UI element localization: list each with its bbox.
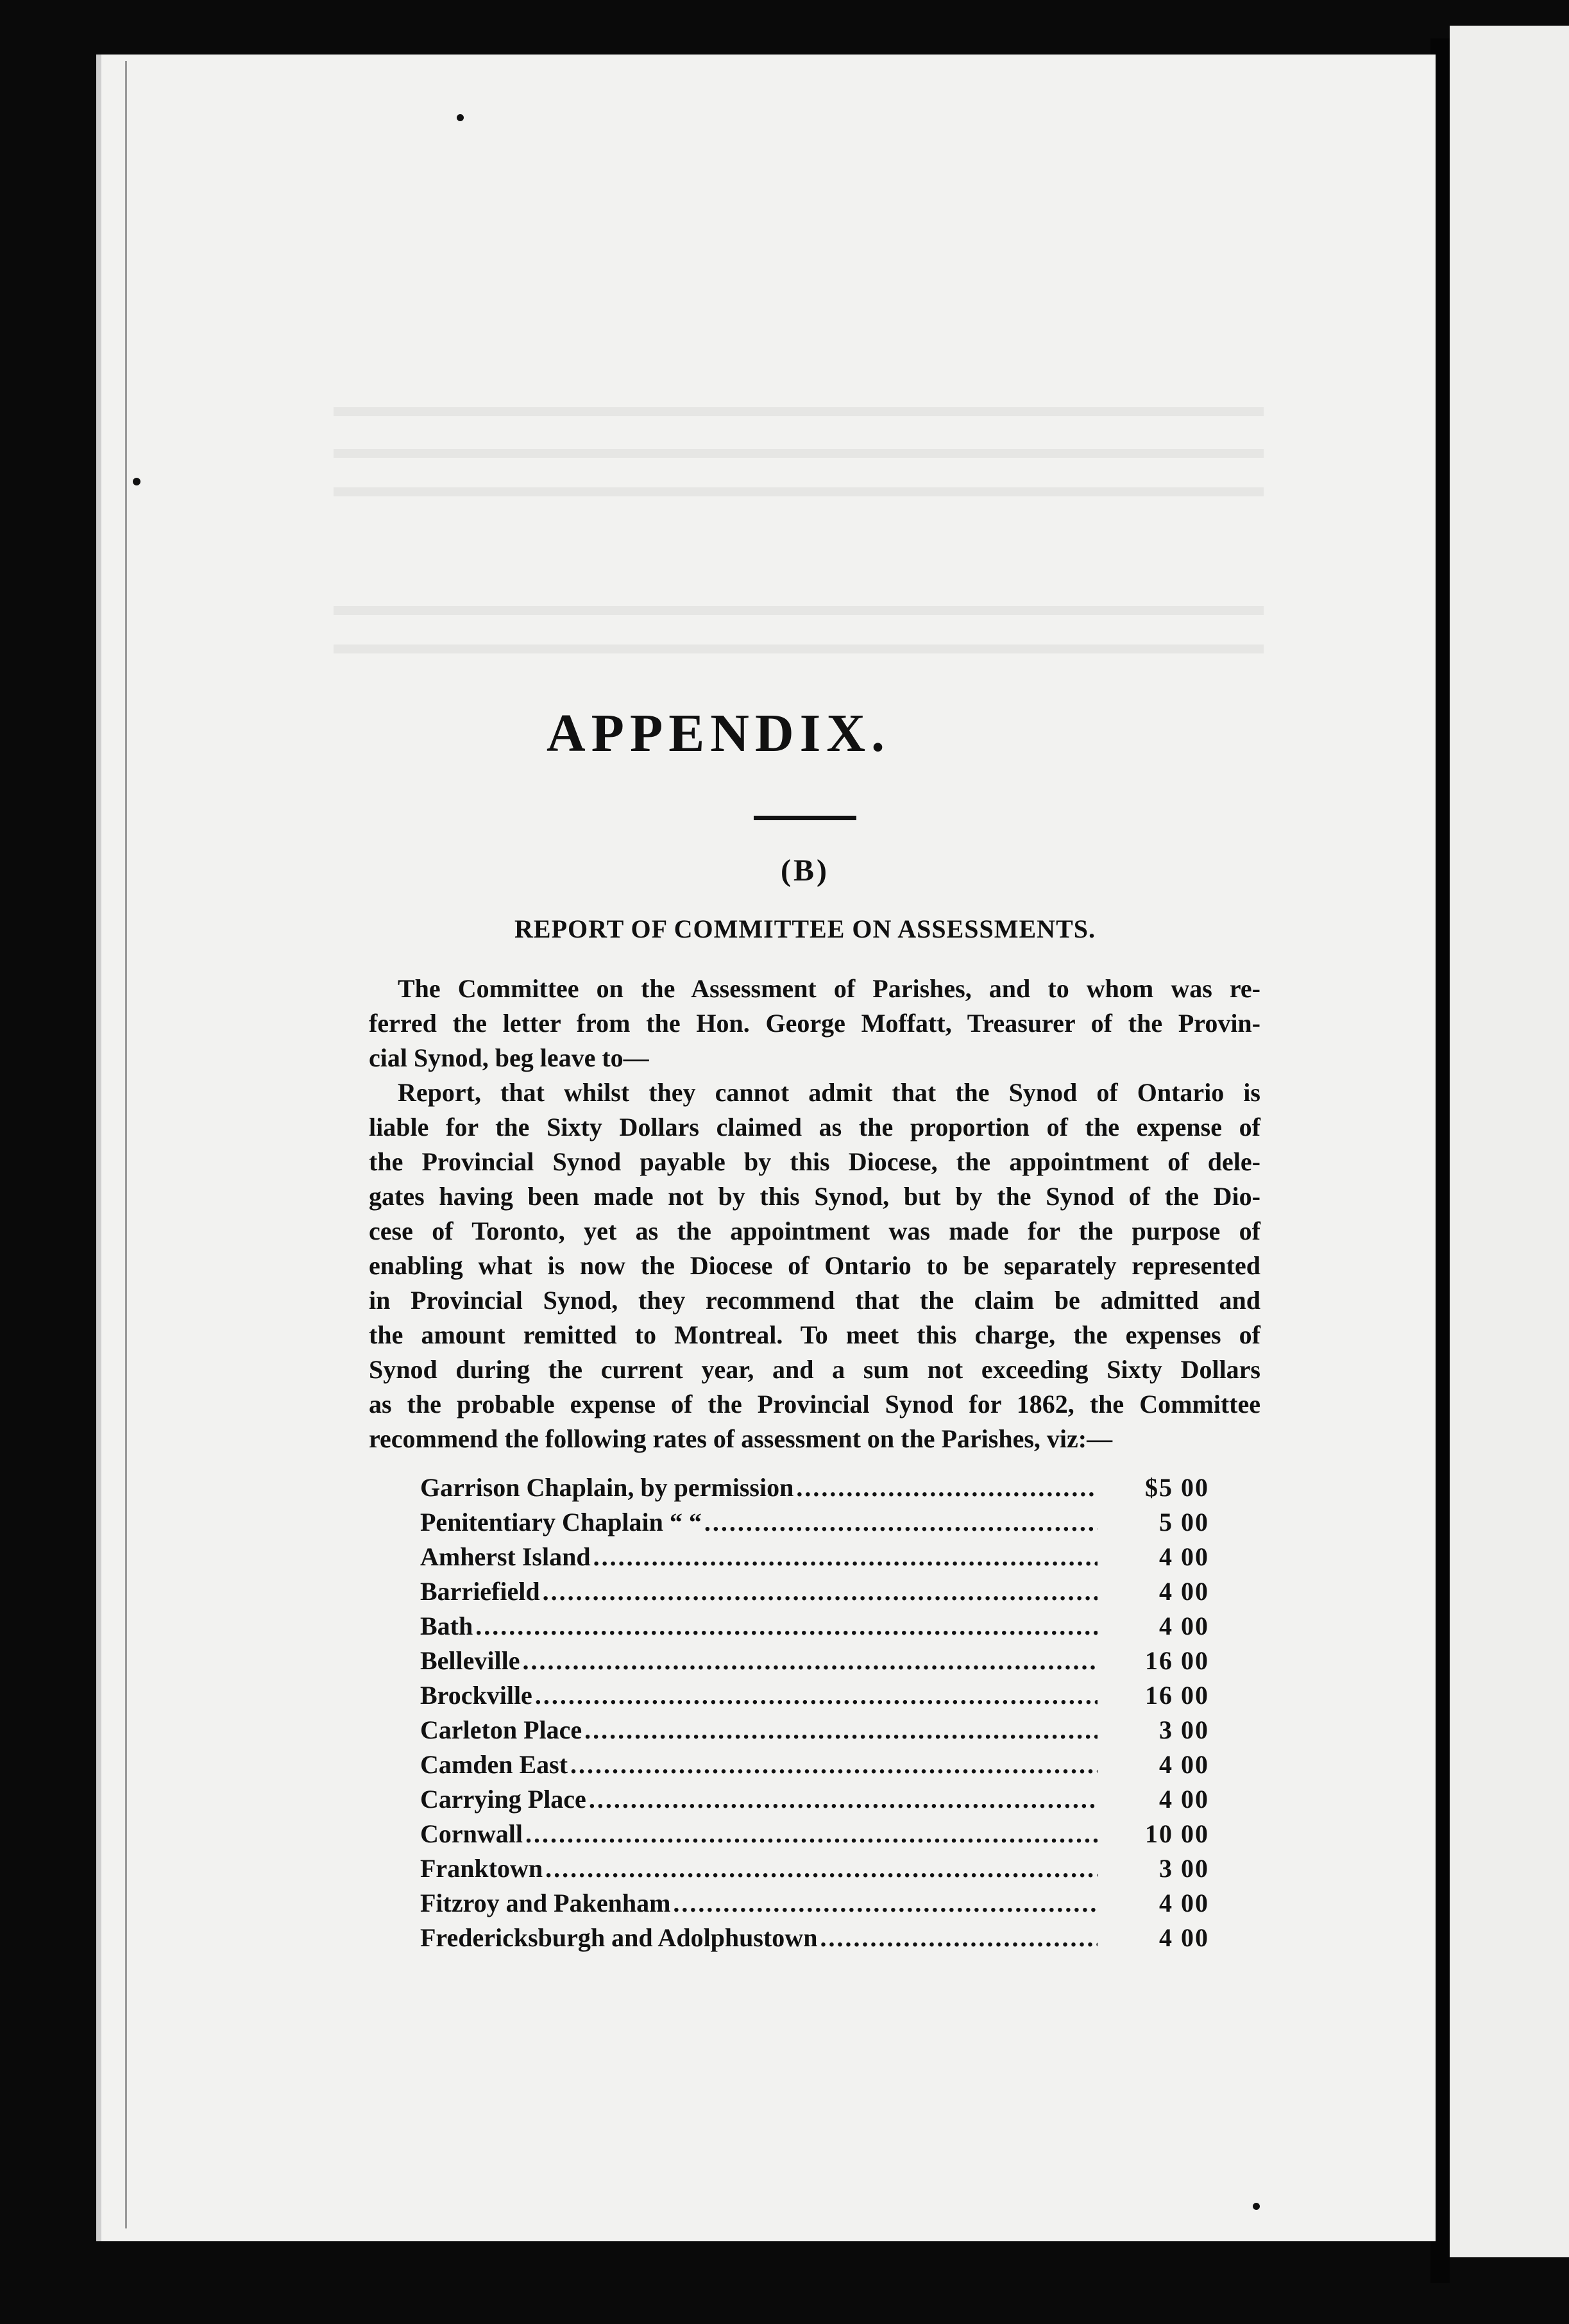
assessment-row: [420, 1782, 1209, 1817]
paragraph-line: enabling what is now the Diocese of Ontario to be separately represented: [369, 1251, 1260, 1280]
section-mark: (B): [781, 854, 829, 888]
paragraph-line: the amount remitted to Montreal. To meet this charge, the expenses of: [369, 1320, 1260, 1349]
dot-leader: [535, 1678, 1098, 1713]
dot-leader: [704, 1505, 1098, 1540]
assessment-amount: 4 00: [1159, 1889, 1209, 1917]
assessment-row: [420, 1921, 1209, 1955]
ink-speck: [133, 478, 140, 485]
ink-speck: [1253, 2203, 1260, 2210]
page-edge-line: [125, 61, 127, 2228]
parish-name: Fredericksburgh and Adolphustown: [420, 1923, 818, 1952]
dot-leader: [796, 1470, 1098, 1505]
dot-leader: [525, 1817, 1098, 1851]
dot-leader: [584, 1713, 1098, 1747]
assessment-amount: 4 00: [1159, 1750, 1209, 1779]
bleed-through-text: [334, 644, 1264, 653]
bleed-through-text: [334, 487, 1264, 496]
assessment-amount: 3 00: [1159, 1854, 1209, 1883]
assessment-amount: 4 00: [1159, 1785, 1209, 1814]
parish-name: Penitentiary Chaplain “ “: [420, 1508, 702, 1537]
assessment-amount: 16 00: [1145, 1681, 1209, 1710]
parish-name: Franktown: [420, 1854, 543, 1883]
assessment-row: [420, 1609, 1209, 1644]
dot-leader: [593, 1540, 1098, 1574]
dot-leader: [589, 1782, 1098, 1817]
assessment-row: [420, 1817, 1209, 1851]
assessment-amount: 4 00: [1159, 1577, 1209, 1606]
paragraph-line: cial Synod, beg leave to—: [369, 1043, 649, 1072]
bleed-through-text: [334, 407, 1264, 416]
parish-name: Bath: [420, 1612, 473, 1640]
assessment-row: [420, 1678, 1209, 1713]
bleed-through-text: [334, 449, 1264, 458]
dot-leader: [475, 1609, 1098, 1644]
parish-name: Fitzroy and Pakenham: [420, 1889, 671, 1917]
parish-name: Garrison Chaplain, by permission: [420, 1473, 794, 1502]
paragraph-line: The Committee on the Assessment of Parishes, and to whom was re-: [398, 974, 1260, 1003]
paragraph-line: Report, that whilst they cannot admit that the Synod of Ontario is: [398, 1078, 1260, 1107]
paragraph-line: gates having been made not by this Synod, but by the Synod of the Dio-: [369, 1182, 1260, 1211]
assessment-amount: 4 00: [1159, 1923, 1209, 1952]
parish-name: Carrying Place: [420, 1785, 586, 1814]
paragraph-line: cese of Toronto, yet as the appointment was made for the purpose of: [369, 1217, 1260, 1245]
dot-leader: [545, 1851, 1098, 1886]
parish-name: Belleville: [420, 1646, 520, 1675]
assessment-row: [420, 1886, 1209, 1921]
ink-speck: [457, 114, 464, 121]
dot-leader: [570, 1747, 1098, 1782]
assessment-row: [420, 1505, 1209, 1540]
paragraph-line: the Provincial Synod payable by this Diocese, the appointment of dele-: [369, 1147, 1260, 1176]
assessment-amount: 4 00: [1159, 1612, 1209, 1640]
parish-name: Camden East: [420, 1750, 568, 1779]
assessment-amount: 10 00: [1145, 1819, 1209, 1848]
parish-name: Brockville: [420, 1681, 532, 1710]
dot-leader: [673, 1886, 1098, 1921]
dot-leader: [820, 1921, 1098, 1955]
assessment-row: [420, 1574, 1209, 1609]
adjacent-page-edge: [1450, 26, 1569, 2257]
paragraph-line: Synod during the current year, and a sum not exceeding Sixty Dollars: [369, 1355, 1260, 1384]
dot-leader: [543, 1574, 1098, 1609]
assessment-row: [420, 1540, 1209, 1574]
paragraph-line: in Provincial Synod, they recommend that the claim be admitted and: [369, 1286, 1260, 1315]
assessment-row: [420, 1470, 1209, 1505]
parish-name: Cornwall: [420, 1819, 523, 1848]
paragraph-line: ferred the letter from the Hon. George Moffatt, Treasurer of the Provin-: [369, 1009, 1260, 1038]
assessment-amount: 3 00: [1159, 1715, 1209, 1744]
report-heading: REPORT OF COMMITTEE ON ASSESSMENTS.: [514, 914, 1096, 943]
assessment-row: [420, 1851, 1209, 1886]
parish-name: Amherst Island: [420, 1542, 591, 1571]
bleed-through-text: [334, 606, 1264, 615]
paragraph-line: liable for the Sixty Dollars claimed as the proportion of the expense of: [369, 1113, 1260, 1141]
assessment-row: [420, 1713, 1209, 1747]
parish-name: Carleton Place: [420, 1715, 582, 1744]
parish-name: Barriefield: [420, 1577, 540, 1606]
title-rule: [754, 816, 856, 820]
assessment-row: [420, 1644, 1209, 1678]
assessment-row: [420, 1747, 1209, 1782]
paragraph-line: recommend the following rates of assessment on the Parishes, viz:—: [369, 1424, 1113, 1453]
assessment-amount: 16 00: [1145, 1646, 1209, 1675]
dot-leader: [523, 1644, 1098, 1678]
assessment-amount: 5 00: [1159, 1508, 1209, 1537]
page-title: APPENDIX.: [547, 703, 890, 763]
assessment-amount: 4 00: [1159, 1542, 1209, 1571]
paragraph-line: as the probable expense of the Provincial Synod for 1862, the Committee: [369, 1390, 1260, 1419]
assessment-amount: $5 00: [1145, 1473, 1209, 1502]
